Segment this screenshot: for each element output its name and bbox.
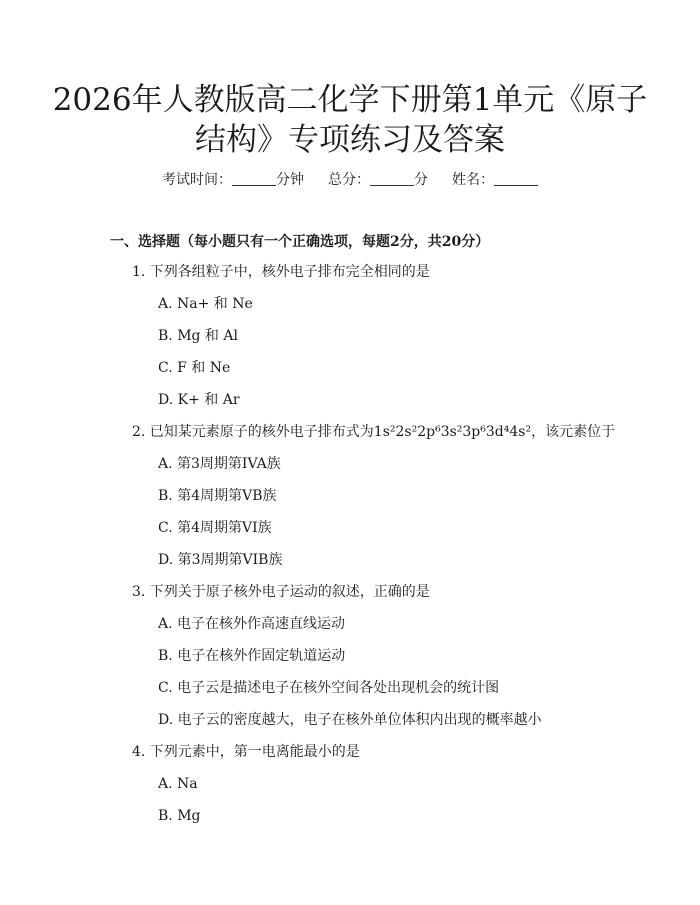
question-option: A. 电子在核外作高速直线运动 bbox=[158, 616, 346, 632]
question-stem: 4. 下列元素中，第一电离能最小的是 bbox=[132, 744, 360, 760]
question-option: B. 电子在核外作固定轨道运动 bbox=[158, 648, 346, 664]
document-title-line-1: 2026年人教版高二化学下册第1单元《原子 bbox=[52, 82, 648, 118]
question-option: B. Mg 和 Al bbox=[158, 328, 238, 344]
score-unit: 分 bbox=[414, 172, 428, 188]
question-option: D. K+ 和 Ar bbox=[158, 392, 240, 408]
question-stem: 2. 已知某元素原子的核外电子排布式为1s²2s²2p⁶3s²3p⁶3d⁴4s²，该元素位于 bbox=[132, 424, 616, 440]
question-option: A. Na+ 和 Ne bbox=[158, 296, 253, 312]
score-label: 总分： bbox=[328, 172, 370, 188]
time-blank[interactable] bbox=[232, 171, 276, 186]
question-stem: 3. 下列关于原子核外电子运动的叙述，正确的是 bbox=[132, 584, 430, 600]
question-option: C. 第4周期第VI族 bbox=[158, 520, 272, 536]
question-option: A. 第3周期第IVA族 bbox=[158, 456, 281, 472]
question-option: B. Mg bbox=[158, 808, 201, 824]
score-blank[interactable] bbox=[370, 171, 414, 186]
time-unit: 分钟 bbox=[276, 172, 304, 188]
question-option: C. F 和 Ne bbox=[158, 360, 231, 376]
document-title-line-2: 结构》专项练习及答案 bbox=[195, 122, 505, 158]
question-option: D. 第3周期第VIB族 bbox=[158, 552, 283, 568]
exam-info-row bbox=[0, 170, 700, 190]
name-blank[interactable] bbox=[494, 171, 538, 186]
question-option: C. 电子云是描述电子在核外空间各处出现机会的统计图 bbox=[158, 680, 500, 696]
section-heading: 一、选择题（每小题只有一个正确选项，每题2分，共20分） bbox=[110, 234, 490, 250]
question-option: A. Na bbox=[158, 776, 198, 792]
name-label: 姓名： bbox=[452, 172, 494, 188]
time-label: 考试时间： bbox=[162, 172, 232, 188]
question-option: B. 第4周期第VB族 bbox=[158, 488, 277, 504]
question-stem: 1. 下列各组粒子中，核外电子排布完全相同的是 bbox=[132, 264, 430, 280]
question-option: D. 电子云的密度越大，电子在核外单位体积内出现的概率越小 bbox=[158, 712, 542, 728]
